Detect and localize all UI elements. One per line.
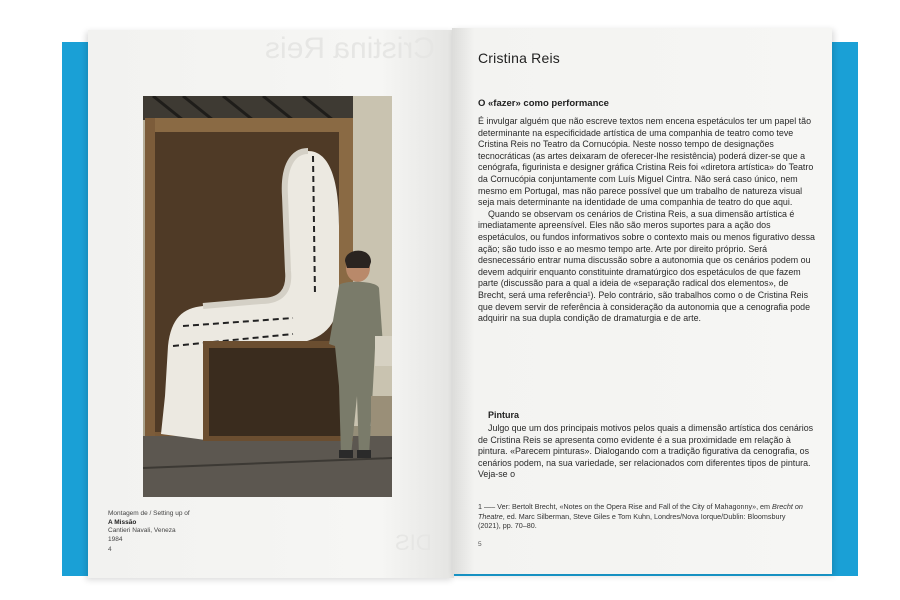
- subheading: Pintura: [488, 410, 520, 420]
- show-through-text: DIS: [395, 530, 432, 555]
- page-title: Cristina Reis: [478, 50, 560, 66]
- body-text: [478, 116, 818, 325]
- footnote-text-end: , ed. Marc Silberman, Steve Giles e Tom Kuhn, Londres/Nova Iorque/Dublin: Bloomsbury (2021), pp. 70–80.: [478, 511, 786, 531]
- body-text-2: [478, 423, 818, 481]
- caption-year: 1984: [108, 535, 123, 543]
- page-number-left: 4: [108, 546, 112, 553]
- page-number-right: 5: [478, 541, 482, 548]
- paragraph-3: Julgo que um dos principais motivos pelos quais a dimensão artística dos cenários de Cristina Reis se apresenta como evidente é a sua proximidade em relação à pintura. «Parecem pinturas». Dialogando com a tradição figurativa da cenografia, os cenários podem, na sua variedade, ser relacionados com diferentes tipos de pintura. Veja-se o: [478, 423, 814, 480]
- photo-caption: [108, 510, 190, 544]
- show-through-title: Cristina Reis: [265, 32, 436, 65]
- footnote-book-title: Brecht on Theatre: [478, 502, 803, 521]
- paragraph-2: Quando se observam os cenários de Cristina Reis, a sua dimensão artística é imediatamente apreensível. Eles não são meros suportes para a ação dos espetáculos, ou fundos informativos sobre o contexto mais ou menos figurativo dessa ação; são tudo isso e ao mesmo tempo arte. Arte por direito próprio. Será desnecessário entrar numa discussão sobre a autonomia que os cenários podem ou devem adquirir enquanto constituinte dramatúrgico dos espetáculos de que fazem parte (discussão para a qual a ideia de «separação radical dos elementos», de Brecht, será uma referência¹). Pelo contrário, são trabalhos como o de Cristina Reis que devem servir de referência à consideração da autonomia que a cenografia pode adquirir na sua dupla condição de dramaturgia e de arte.: [478, 208, 815, 324]
- footnote-text: 1 —– Ver: Bertolt Brecht, «Notes on the Opera Rise and Fall of the City of Mahagonny», em: [478, 502, 773, 511]
- caption-title: A Missão: [108, 518, 137, 526]
- section-heading: O «fazer» como performance: [478, 98, 609, 109]
- paragraph-1: É invulgar alguém que não escreve textos nem encena espetáculos ter um papel tão determinante na especificidade artística de uma companhia de teatro como teve Cristina Reis no Teatro da Cornucópia. Neste nosso tempo de designações tecnocráticas (as artes deixaram de oferecer-lhe resistência) poderá dizer-se que a cenógrafa, figurinista e designer gráfica Cristina Reis foi «diretora artística» do Teatro da Cornucópia conjuntamente com Luís Miguel Cintra. Não será caso único, nem mesmo em Portugal, mas não parece possível que um trabalho de natureza visual seja mais determinante na identidade de uma companhia de teatro do que aqui.: [478, 116, 814, 208]
- footnote: [478, 502, 808, 531]
- rehearsal-photo: [143, 96, 392, 497]
- caption-line: Montagem de / Setting up of: [108, 510, 190, 517]
- caption-line: Cantieri Navali, Veneza: [108, 527, 176, 534]
